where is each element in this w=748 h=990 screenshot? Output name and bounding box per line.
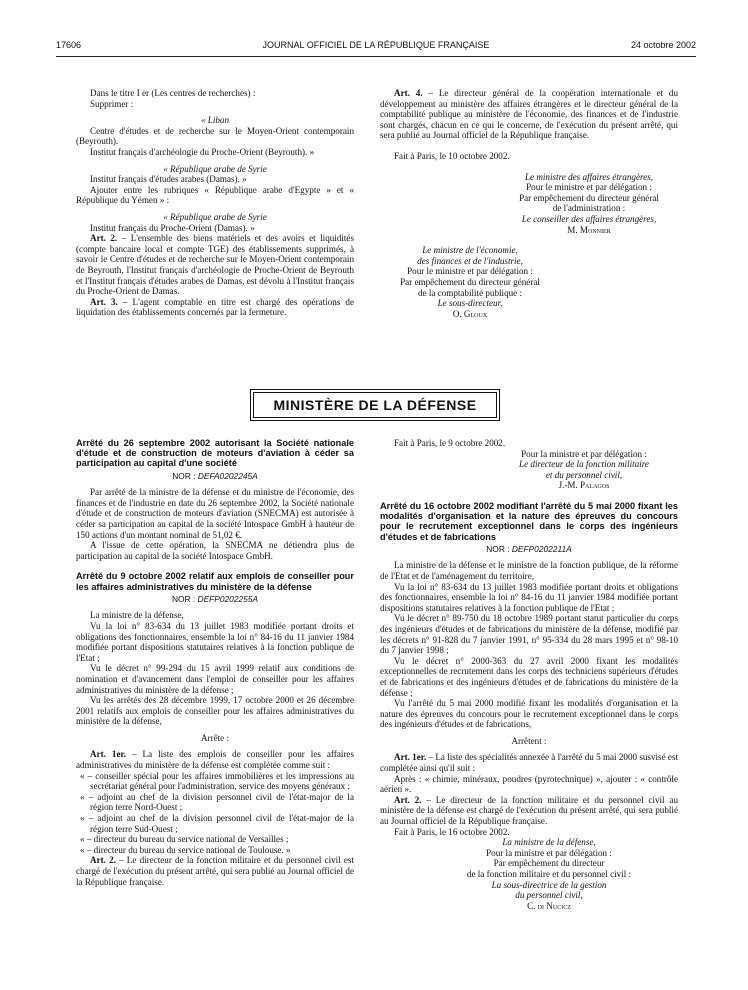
- text-institut-archeo: Institut français d'archéologie du Proche-Orient (Beyrouth). »: [90, 146, 315, 157]
- bottom-right-column: Fait à Paris, le 9 octobre 2002. Pour la ministre et par délégation : Le directeur de la fonction militaire et du personnel civil, J.-M. Palagos Arrêté du 16 octobre 2002 modifiant l'arrêté du 5 mai 2000 fixant les modalités d'organisation et la nature des épreuves du concours pour le recrutement exceptionnel dans le corps des ingénieurs d'études et de fabrications NOR : DEFP0202211A La ministre de la défense et le ministre de la fonction publique, de la réforme de l'Etat et de l'aménagement du territoire, Vu la loi n° 83-634 du 13 juillet 1983 modifiée portant droits et obligations des fonctionnaires, ensemble la loi n° 84-16 du 11 janvier 1984 modifiée portant dispositions statutaires relatives à la fonction publique de l'Etat ; Vu le décret n° 89-750 du 18 octobre 1989 portant statut particulier du corps des ingénieurs d'études et de fabrications du ministère de la défense, modifié par les décrets n° 91-828 du 7 janvier 1991, n° 95-334 du 28 mars 1995 et n° 98-10 du 7 janvier 1998 ; Vu le décret n° 2000-363 du 27 avril 2000 fixant les modalités exceptionnelles de recrutement dans les corps des techniciens supérieurs d'études et de fabrications et des ingénieurs d'études et de fabrications du ministère de la défense ; Vu l'arrêté du 5 mai 2000 modifié fixant les modalités d'organisation et la nature des épreuves du concours pour le recrutement exceptionnel dans le corps des ingénieurs d'études et de fabrications, Arrêtent : Art. 1er. – La liste des spécialités annexée à l'arrêté du 5 mai 2000 susvisé est complétée ainsi qu'il suit : Après : « chimie, minéraux, poudres (pyrotechnique) », ajouter : « contrôle aérien ». Art. 2. – Le directeur de la fonction militaire et du personnel civil au ministère de la défense est chargé de l'exécution du présent arrêté, qui sera publié au Journal officiel de la République française. Fait à Paris, le 16 octobre 2002. La ministre de la défense, Pour la ministre et par délégation : Par empêchement du directeur de la fonction militaire et du personnel civil : La sous-directrice de la gestion du personnel civil, C. di Nucicz: [380, 438, 679, 911]
- rubric-liban: « Liban: [200, 115, 230, 126]
- signatory-name: M. Monnier: [567, 224, 611, 235]
- fait-a-paris: Fait à Paris, le 9 octobre 2002.: [394, 438, 506, 448]
- text-centre-etudes: Centre d'études et de recherche sur le Moyen-Orient contemporain (Beyrouth).: [76, 125, 354, 147]
- nor-reference: NOR : DEFA0202245A: [172, 470, 258, 481]
- page-header: [56, 40, 696, 54]
- rubric-syrie-1: « République arabe de Syrie: [163, 163, 267, 174]
- text-supprimer: Supprimer :: [90, 98, 134, 109]
- list-item: « – directeur du bureau du service national de Versailles ;: [80, 834, 289, 845]
- top-right-column: [380, 88, 678, 319]
- article-1: Art. 1er. – La liste des emplois de conseiller pour les affaires administratives du ministère de la défense est complétée comme suit :: [76, 749, 354, 771]
- arretent-heading: Arrêtent :: [511, 735, 547, 746]
- fait-a-paris: Fait à Paris, le 10 octobre 2002.: [394, 150, 510, 161]
- rubric-syrie-2: « République arabe de Syrie: [163, 211, 267, 222]
- article-2-label: Art. 2.: [90, 233, 118, 244]
- decree-title-conseiller: Arrêté du 9 octobre 2002 relatif aux emplois de conseiller pour les affaires administratives du ministère de la défense: [76, 571, 354, 592]
- signatory-name: O. Gloux: [452, 308, 488, 319]
- article-4-label: Art. 4.: [394, 88, 423, 98]
- signature-block-4: La ministre de la défense, Pour la ministre et par délégation : Par empêchement du directeur de la fonction militaire et du personnel civil : La sous-directrice de la gestion du personnel civil, C. di Nucicz: [420, 837, 678, 911]
- text-ajouter: Ajouter entre les rubriques « République arabe d'Egypte » et « République du Yémen » :: [76, 184, 354, 206]
- section-title-box: [253, 392, 497, 418]
- section-title: MINISTÈRE DE LA DÉFENSE: [273, 397, 477, 413]
- text-titre: Dans le titre I er (Les centres de recherches) :: [90, 88, 256, 98]
- article-2: Art. 2. – Le directeur de la fonction militaire et du personnel civil au ministère de la défense est chargé de l'exécution du présent arrêté, qui sera publié au Journal officiel de la République française.: [380, 794, 679, 827]
- nor-reference: NOR : DEFP0202255A: [171, 593, 259, 604]
- list-item: « – directeur du bureau du service national de Toulouse. »: [80, 844, 291, 855]
- decree-title-snecma: Arrêté du 26 septembre 2002 autorisant la Société nationale d'étude et de construction de moteurs d'aviation à céder sa participation au capital d'une société: [76, 438, 354, 469]
- signature-block-3: Pour la ministre et par délégation : Le directeur de la fonction militaire et du personnel civil, J.-M. Palagos: [490, 449, 678, 491]
- article-1: Art. 1er. – La liste des spécialités annexée à l'arrêté du 5 mai 2000 susvisé est complétée ainsi qu'il suit :: [380, 752, 678, 774]
- journal-title: JOURNAL OFFICIEL DE LA RÉPUBLIQUE FRANÇAISE: [262, 40, 490, 50]
- list-item: « – conseiller spécial pour les affaires immobilières et les impressions au secrétariat général pour l'administration, service des moyens généraux ;: [80, 770, 354, 792]
- decree-title-concours: Arrêté du 16 octobre 2002 modifiant l'arrêté du 5 mai 2000 fixant les modalités d'organisation et la nature des épreuves du concours pour le recrutement exceptionnel dans le corps des ingénieurs d'études et de fabrications: [380, 500, 678, 542]
- article-4: Art. 4. – Le directeur général de la coopération internationale et du développement au ministère des affaires étrangères et le directeur général de la comptabilité publique au ministère de l'économie, des finances et de l'industrie sont chargés, chacun en ce qui le concerne, de l'exécution du présent arrêté, qui sera publié au Journal officiel de la République française.: [380, 88, 678, 141]
- header-rule: [56, 56, 696, 57]
- issue-date: 24 octobre 2002: [630, 40, 696, 50]
- signature-block-1: Le ministre des affaires étrangères, Pour le ministre et par délégation : Par empêchement du directeur général de l'administration : Le conseiller des affaires étrangères, M. Monnier: [500, 172, 678, 236]
- signatory-name: J.-M. Palagos: [558, 480, 610, 491]
- top-left-column: [76, 88, 354, 318]
- bottom-left-column: Arrêté du 26 septembre 2002 autorisant la Société nationale d'étude et de construction de moteurs d'aviation à céder sa participation au capital d'une société NOR : DEFA0202245A Par arrêté de la ministre de la défense et du ministre de l'économie, des finances et de l'industrie en date du 26 septembre 2002, la Société nationale d'étude et de construction de moteurs d'aviation (SNECMA) est autorisée à céder sa participation au capital de la société Intospace GmbH à hauteur de 150 actions d'un montant nominal de 51,02 €. A l'issue de cette opération, la SNECMA ne détiendra plus de participation au capital de la société Intospace GmbH. Arrêté du 9 octobre 2002 relatif aux emplois de conseiller pour les affaires administratives du ministère de la défense NOR : DEFP0202255A La ministre de la défense, Vu la loi n° 83-634 du 13 juillet 1983 modifiée portant droits et obligations des fonctionnaires, ensemble la loi n° 84-16 du 11 janvier 1984 modifiée portant dispositions statutaires relatives à la fonction publique de l'Etat ; Vu le décret n° 99-294 du 15 avril 1999 relatif aux conditions de nomination et d'avancement dans l'emploi de conseiller pour les affaires administratives du ministère de la défense ; Vu les arrêtés des 28 décembre 1999, 17 octobre 2000 et 26 décembre 2001 relatifs aux emplois de conseiller pour les affaires administratives du ministère de la défense, Arrête : Art. 1er. – La liste des emplois de conseiller pour les affaires administratives du ministère de la défense est complétée comme suit : « – conseiller spécial pour les affaires immobilières et les impressions au secrétariat général pour l'administration, service des moyens généraux ; « – adjoint au chef de la division personnel civil de l'état-major de la région terre Nord-Ouest ; « – adjoint au chef de la division personnel civil de l'état-major de la région terre Sud-Ouest ; « – directeur du bureau du service national de Versailles ; « – directeur du bureau du service national de Toulouse. » Art. 2. – Le directeur de la fonction militaire et du personnel civil est chargé de l'exécution du présent arrêté, qui sera publié au Journal officiel de la République française.: [76, 438, 355, 887]
- text-institut-proche-orient: Institut français du Proche-Orient (Damas). »: [90, 222, 255, 233]
- article-2: Art. 2. – L'ensemble des biens matériels et des avoirs et liquidités (compte bancaire local et compte TGE) des établissements supprimés, à savoir le Centre d'études et de recherche sur le Moyen-Orient contemporain de Beyrouth, l'Institut français d'archéologie de Proche-Orient de Beyrouth et l'Institut français d'études arabes de Damas, est dévolu à l'Institut français du Proche-Orient de Damas.: [76, 233, 354, 297]
- text-institut-arabes: Institut français d'études arabes (Damas). »: [90, 174, 247, 185]
- page-number: 17606: [56, 40, 82, 50]
- arrete-heading: Arrête :: [200, 732, 230, 743]
- list-item: « – adjoint au chef de la division personnel civil de l'état-major de la région terre Sud-Ouest ;: [80, 813, 354, 834]
- signatory-name: C. di Nucicz: [527, 900, 571, 911]
- fait-a-paris: Fait à Paris, le 16 octobre 2002.: [394, 826, 510, 837]
- article-3: Art. 3. – L'agent comptable en titre est chargé des opérations de liquidation des établissements concernés par la fermeture.: [76, 296, 355, 318]
- article-2: Art. 2. – Le directeur de la fonction militaire et du personnel civil est chargé de l'exécution du présent arrêté, qui sera publié au Journal officiel de la République française.: [76, 855, 355, 887]
- list-item: « – adjoint au chef de la division personnel civil de l'état-major de la région terre Nord-Ouest ;: [80, 791, 354, 813]
- nor-reference: NOR : DEFP0202211A: [486, 543, 572, 554]
- article-3-label: Art. 3.: [90, 296, 118, 307]
- signature-block-2: Le ministre de l'économie, des finances et de l'industrie, Pour le ministre et par délégation : Par empêchement du directeur général de la comptabilité publique : Le sous-directeur, O. Gloux: [380, 245, 560, 319]
